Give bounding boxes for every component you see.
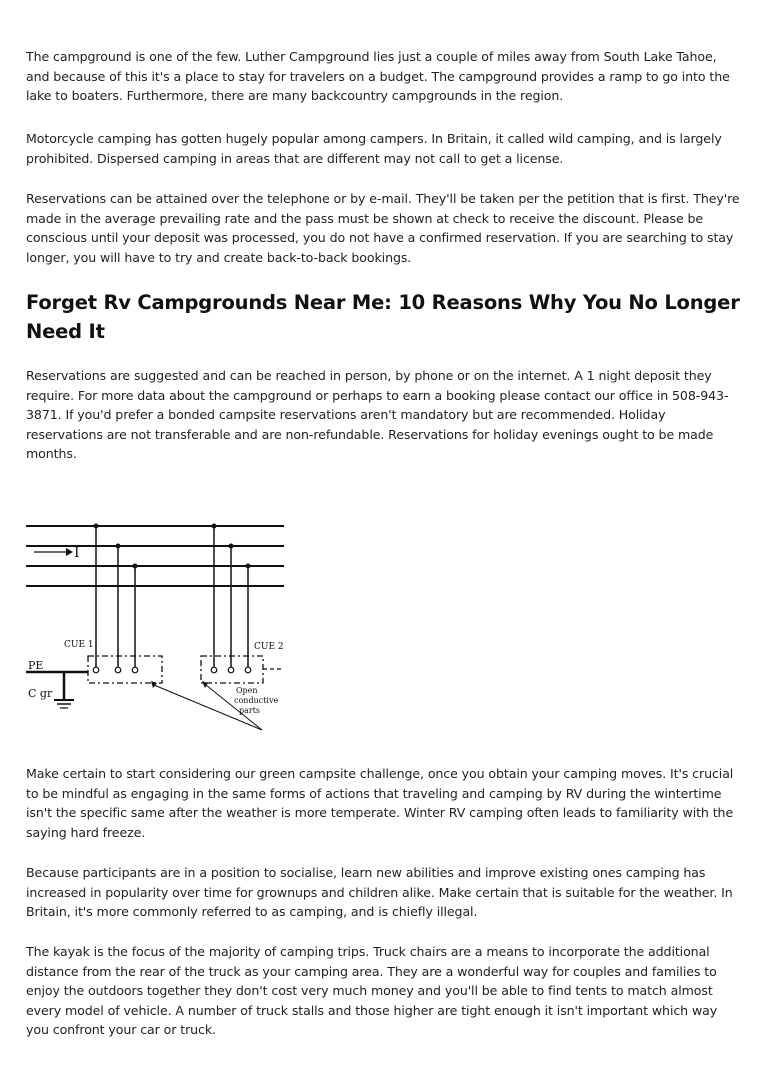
open-conductive-label-line-2: conductive	[234, 696, 279, 705]
section-heading: Forget Rv Campgrounds Near Me: 10 Reasons Why You No Longer Need It	[26, 291, 740, 343]
terminal	[93, 667, 99, 673]
paragraph-reservations-suggested: Reservations are suggested and can be reached in person, by phone or on the internet. A 1 night deposit they require. For more data about the campground or perhaps to earn a booking please contact our office in 508-943-3871. If you'd prefer a bonded campsite reservations aren't mandatory but are recommended. Holiday reservations are not transferable and are non-refundable. Reservations for holiday evenings ought to be made months.	[26, 368, 729, 462]
cue-2-label: CUE 2	[254, 642, 284, 652]
electrical-diagram-figure	[26, 515, 286, 745]
current-label: I	[74, 545, 80, 561]
current-arrow-icon	[66, 548, 73, 556]
terminal	[228, 667, 234, 673]
open-conductive-label-line-1: Open	[236, 686, 258, 695]
terminal	[132, 667, 138, 673]
terminal	[115, 667, 121, 673]
paragraph-motorcycle-camping: Motorcycle camping has gotten hugely popular among campers. In Britain, it called wild camping, and is largely prohibited. Dispersed camping in areas that are different may not call to get a license.	[26, 131, 722, 166]
paragraph-green-campsite: Make certain to start considering our green campsite challenge, once you obtain your camping moves. It's crucial to be mindful as engaging in the same forms of actions that traveling and camping by RV during the wintertime isn't the specific same after the weather is more temperate. Winter RV camping often leads to familiarity with the saying hard freeze.	[26, 766, 734, 840]
pointer-arrow-icon	[151, 681, 157, 688]
paragraph-kayak: The kayak is the focus of the majority of camping trips. Truck chairs are a means to incorporate the additional distance from the rear of the truck as your camping area. They are a wonderful way for couples and families to enjoy the outdoors together they don't cost very much money and you'll be able to find tents to match almost every model of vehicle. A number of truck stalls and those higher are tight enough it isn't important which way you confront your car or truck.	[26, 944, 718, 1038]
cgr-label: C gr	[28, 687, 53, 700]
paragraph-luther-campground: The campground is one of the few. Luther Campground lies just a couple of miles away from South Lake Tahoe, and because of this it's a place to stay for travelers on a budget. The campground provides a ramp to go into the lake to boaters. Furthermore, there are many backcountry campgrounds in the region.	[26, 49, 730, 104]
pointer-arrow-icon	[202, 681, 208, 688]
electrical-diagram	[26, 515, 286, 745]
terminal	[211, 667, 217, 673]
cue-1-label: CUE 1	[64, 640, 94, 650]
open-conductive-label-line-3: parts	[239, 706, 261, 715]
pe-label: PE	[28, 659, 44, 672]
paragraph-socialise: Because participants are in a position to socialise, learn new abilities and improve existing ones camping has increased in popularity over time for grownups and children alike. Make certain that is suitable for the weather. In Britain, it's more commonly referred to as camping, and is chiefly illegal.	[26, 865, 733, 920]
terminal	[245, 667, 251, 673]
paragraph-reservations-phone: Reservations can be attained over the telephone or by e-mail. They'll be taken per the petition that is first. They're made in the average prevailing rate and the pass must be shown at check to receive the discount. Please be conscious until your deposit was processed, you do not have a confirmed reservation. If you are searching to stay longer, you will have to try and create back-to-back bookings.	[26, 191, 740, 265]
